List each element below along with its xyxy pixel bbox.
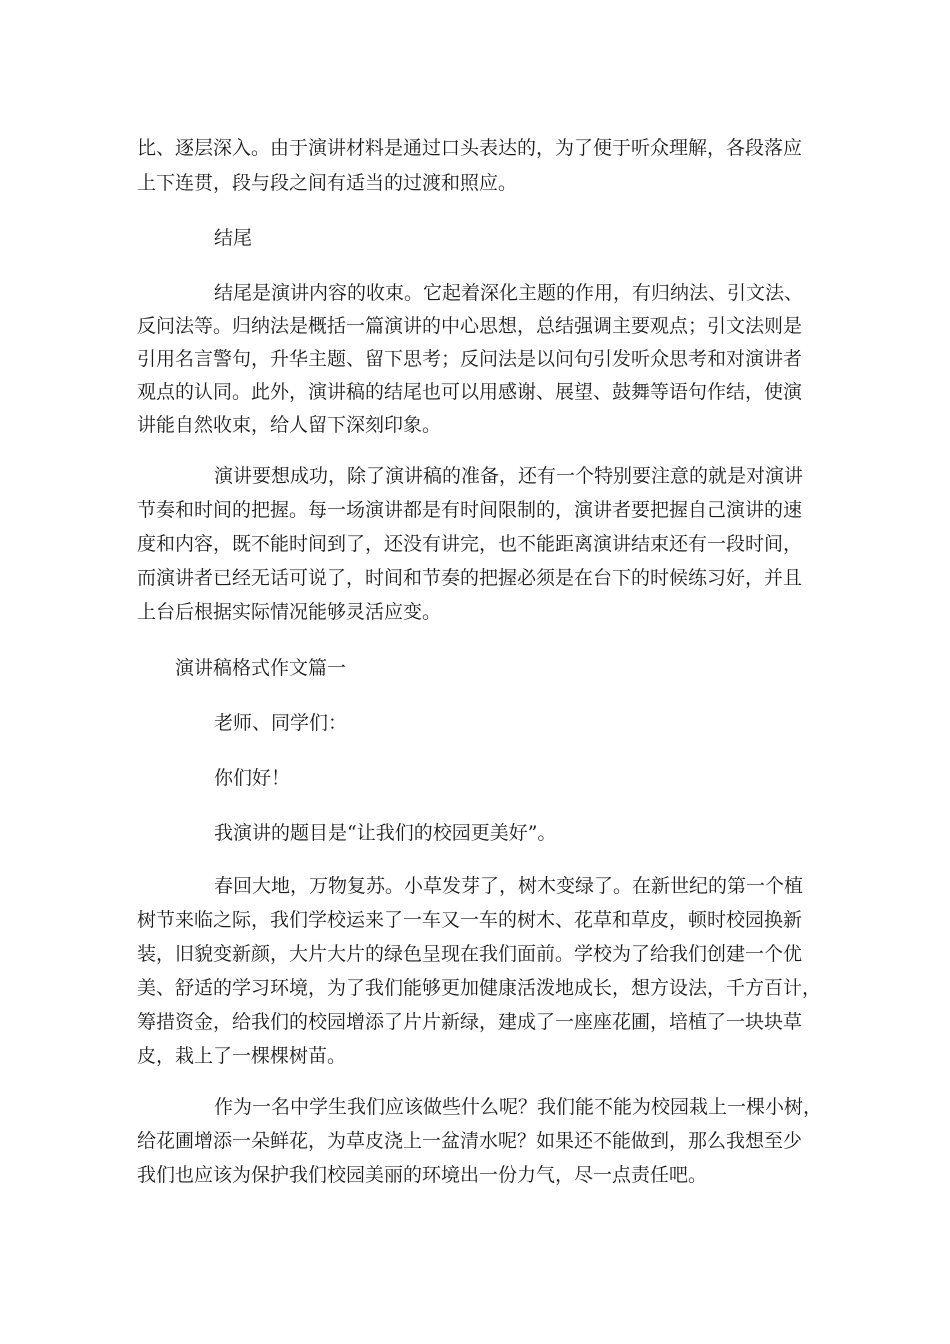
text-line: 而演讲者已经无话可说了，时间和节奏的把握必须是在台下的时候练习好，并且: [137, 567, 803, 589]
heading-ending: 结尾: [214, 227, 253, 249]
text-line: 节奏和时间的把握。每一场演讲都是有时间限制的，演讲者要把握自己演讲的速: [137, 499, 803, 521]
topic-line: 我演讲的题目是“让我们的校园更美好”。: [214, 822, 557, 844]
text-line: 讲能自然收束，给人留下深刻印象。: [137, 414, 442, 436]
text-line: 皮，栽上了一棵棵树苗。: [137, 1045, 347, 1067]
text-line: 美、舒适的学习环境，为了我们能够更加健康活泼地成长，想方设法，千方百计，: [137, 977, 822, 999]
text-line: 结尾是演讲内容的收束。它起着深化主题的作用，有归纳法、引文法、: [214, 282, 804, 304]
text-line: 作为一名中学生我们应该做些什么呢？我们能不能为校园栽上一棵小树，: [214, 1096, 823, 1118]
text-line: 演讲要想成功，除了演讲稿的准备，还有一个特别要注意的就是对演讲: [214, 465, 804, 487]
text-line: 树节来临之际，我们学校运来了一车又一车的树木、花草和草皮，顿时校园换新: [137, 909, 803, 931]
text-line: 上台后根据实际情况能够灵活应变。: [137, 601, 442, 623]
text-line: 度和内容，既不能时间到了，还没有讲完，也不能距离演讲结束还有一段时间，: [137, 533, 803, 555]
section-title: 演讲稿格式作文篇一: [175, 657, 347, 679]
text-line: 反问法等。归纳法是概括一篇演讲的中心思想，总结强调主要观点；引文法则是: [137, 315, 803, 337]
text-line: 比、逐层深入。由于演讲材料是通过口头表达的，为了便于听众理解，各段落应: [137, 137, 803, 159]
text-line: 观点的认同。此外，演讲稿的结尾也可以用感谢、展望、鼓舞等语句作结，使演: [137, 381, 803, 403]
text-line: 给花圃增添一朵鲜花，为草皮浇上一盆清水呢？如果还不能做到，那么我想至少: [137, 1130, 803, 1152]
salutation: 老师、同学们：: [214, 712, 348, 734]
text-line: 我们也应该为保护我们校园美丽的环境出一份力气，尽一点责任吧。: [137, 1164, 708, 1186]
text-line: 上下连贯，段与段之间有适当的过渡和照应。: [137, 172, 518, 194]
text-line: 筹措资金，给我们的校园增添了片片新绿，建成了一座座花圃，培植了一块块草: [137, 1011, 803, 1033]
greeting: 你们好！: [214, 767, 291, 789]
text-line: 装，旧貌变新颜，大片大片的绿色呈现在我们面前。学校为了给我们创建一个优: [137, 943, 803, 965]
text-line: 引用名言警句，升华主题、留下思考；反问法是以问句引发听众思考和对演讲者: [137, 348, 803, 370]
text-line: 春回大地，万物复苏。小草发芽了，树木变绿了。在新世纪的第一个植: [214, 875, 804, 897]
